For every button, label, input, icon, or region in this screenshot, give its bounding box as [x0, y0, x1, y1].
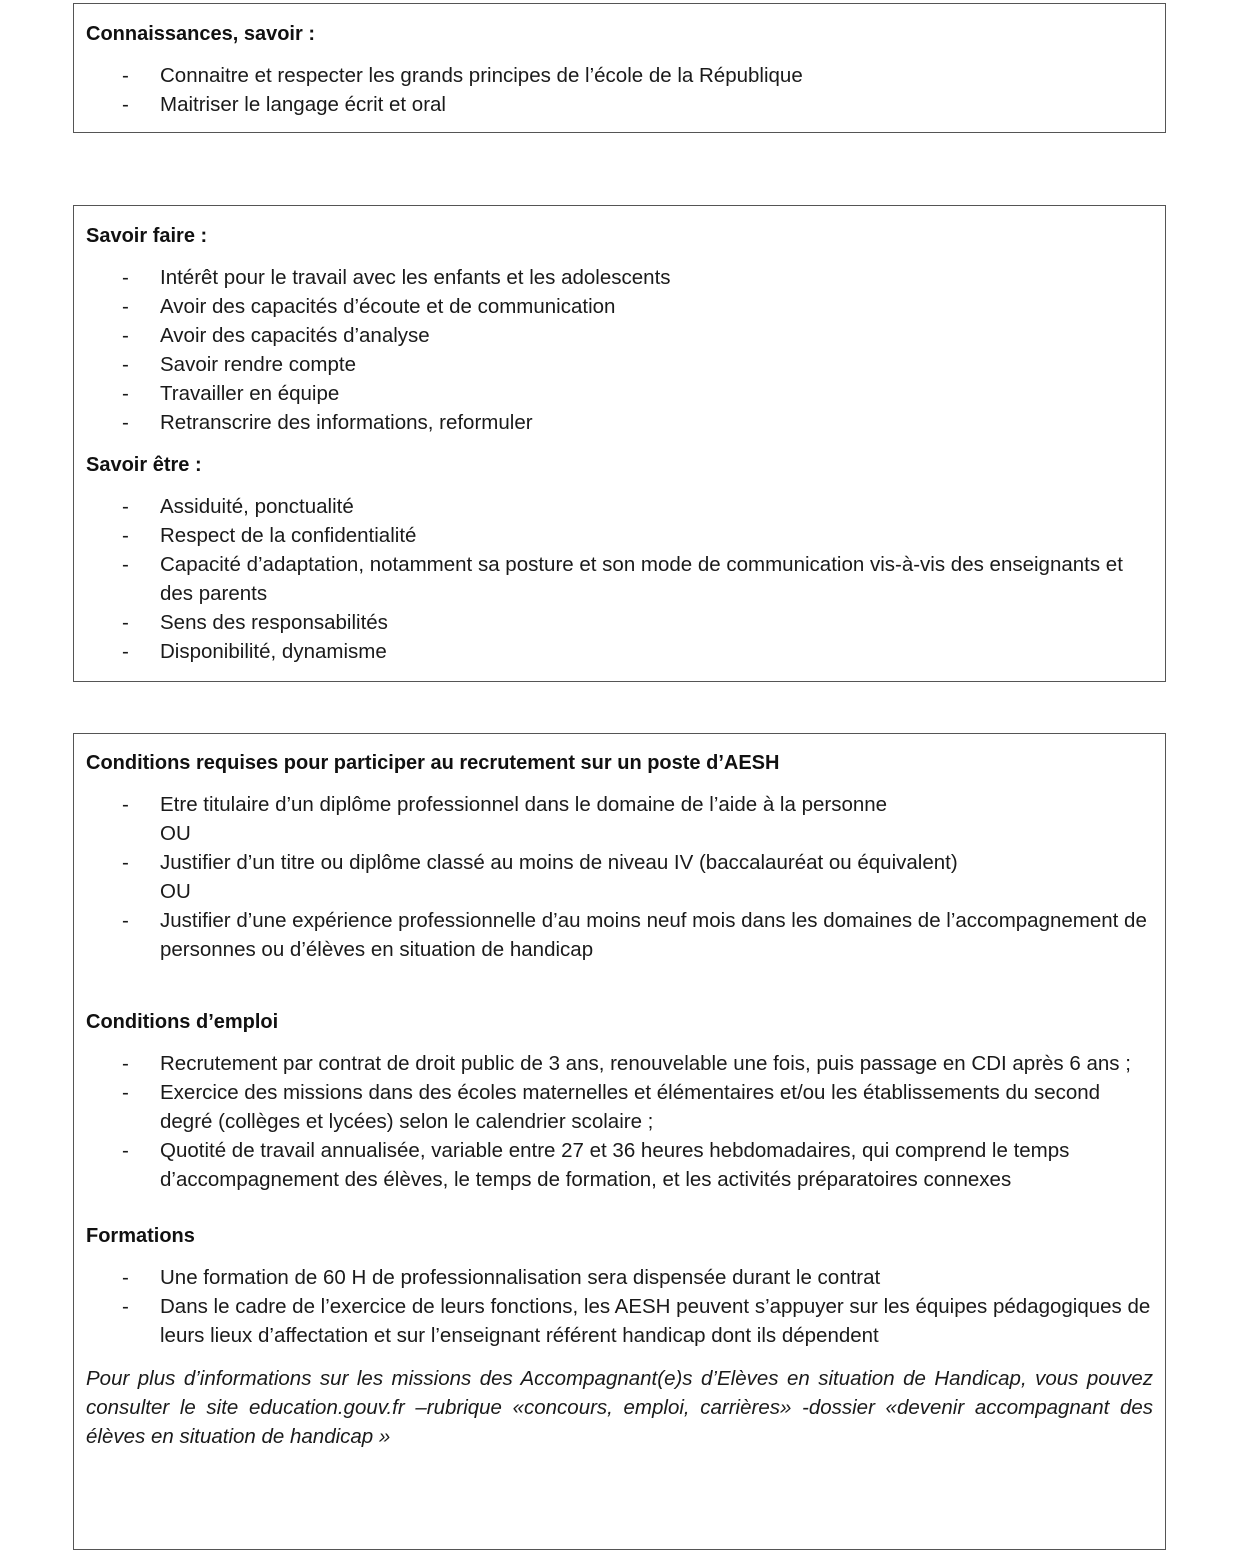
list-item: - Exercice des missions dans des écoles maternelles et élémentaires et/ou les établissements du second degré (collèges et lycées) selon le calendrier scolaire ;	[86, 1078, 1153, 1136]
or-label: OU	[160, 822, 191, 845]
list-item: - Connaitre et respecter les grands principes de l’école de la République	[86, 61, 1153, 90]
list-item: - Justifier d’une expérience professionnelle d’au moins neuf mois dans les domaines de l’accompagnement de personnes ou d’élèves en situation de handicap	[86, 906, 1153, 964]
dash-bullet: -	[122, 524, 129, 547]
dash-bullet: -	[122, 1139, 129, 1162]
dash-bullet: -	[122, 64, 129, 87]
dash-bullet: -	[122, 611, 129, 634]
dash-bullet: -	[122, 295, 129, 318]
list-item: - Intérêt pour le travail avec les enfants et les adolescents	[86, 263, 1153, 292]
info-note: Pour plus d’informations sur les missions des Accompagnant(e)s d’Elèves en situation de Handicap, vous pouvez consulter le site education.gouv.fr –rubrique «concours, emploi, carrières» -dossier «devenir accompagnant des élèves en situation de handicap »	[86, 1367, 1153, 1448]
employment-list	[86, 1049, 1153, 1194]
or-label: OU	[160, 880, 191, 903]
knowledge-heading: Connaissances, savoir :	[86, 23, 315, 45]
list-item: - Maitriser le langage écrit et oral	[86, 90, 1153, 119]
dash-bullet: -	[122, 909, 129, 932]
dash-bullet: -	[122, 495, 129, 518]
list-item: - Etre titulaire d’un diplôme professionnel dans le domaine de l’aide à la personne OU	[86, 790, 1153, 848]
training-heading: Formations	[86, 1225, 195, 1247]
list-item: - Travailler en équipe	[86, 379, 1153, 408]
list-item: - Assiduité, ponctualité	[86, 492, 1153, 521]
dash-bullet: -	[122, 1081, 129, 1104]
list-item: - Dans le cadre de l’exercice de leurs fonctions, les AESH peuvent s’appuyer sur les équipes pédagogiques de leurs lieux d’affectation et sur l’enseignant référent handicap dont ils dépendent	[86, 1292, 1153, 1350]
list-item: - Capacité d’adaptation, notamment sa posture et son mode de communication vis-à-vis des enseignants et des parents	[86, 550, 1153, 608]
list-item: - Avoir des capacités d’analyse	[86, 321, 1153, 350]
list-item: - Sens des responsabilités	[86, 608, 1153, 637]
knowledge-list	[86, 61, 1153, 119]
know-how-list	[86, 263, 1153, 437]
soft-skills-list	[86, 492, 1153, 666]
knowledge-box	[73, 3, 1166, 133]
list-item: - Justifier d’un titre ou diplôme classé au moins de niveau IV (baccalauréat ou équivalent) OU	[86, 848, 1153, 906]
list-item: - Disponibilité, dynamisme	[86, 637, 1153, 666]
list-item: - Une formation de 60 H de professionnalisation sera dispensée durant le contrat	[86, 1263, 1153, 1292]
dash-bullet: -	[122, 382, 129, 405]
dash-bullet: -	[122, 793, 129, 816]
list-item: - Respect de la confidentialité	[86, 521, 1153, 550]
know-how-heading: Savoir faire :	[86, 225, 208, 247]
skills-box	[73, 205, 1166, 682]
requirements-list	[86, 790, 1153, 964]
dash-bullet: -	[122, 411, 129, 434]
soft-skills-heading: Savoir être :	[86, 454, 202, 476]
list-item: - Quotité de travail annualisée, variable entre 27 et 36 heures hebdomadaires, qui comprend le temps d’accompagnement des élèves, le temps de formation, et les activités préparatoires connexes	[86, 1136, 1153, 1194]
list-item: - Recrutement par contrat de droit public de 3 ans, renouvelable une fois, puis passage en CDI après 6 ans ;	[86, 1049, 1153, 1078]
dash-bullet: -	[122, 851, 129, 874]
list-item: - Avoir des capacités d’écoute et de communication	[86, 292, 1153, 321]
dash-bullet: -	[122, 93, 129, 116]
dash-bullet: -	[122, 324, 129, 347]
dash-bullet: -	[122, 640, 129, 663]
list-item: - Retranscrire des informations, reformuler	[86, 408, 1153, 437]
dash-bullet: -	[122, 1052, 129, 1075]
requirements-heading: Conditions requises pour participer au recrutement sur un poste d’AESH	[86, 752, 780, 774]
dash-bullet: -	[122, 266, 129, 289]
dash-bullet: -	[122, 553, 129, 576]
training-list	[86, 1263, 1153, 1350]
employment-heading: Conditions d’emploi	[86, 1011, 279, 1033]
dash-bullet: -	[122, 1295, 129, 1318]
dash-bullet: -	[122, 353, 129, 376]
dash-bullet: -	[122, 1266, 129, 1289]
conditions-box	[73, 733, 1166, 1550]
list-item: - Savoir rendre compte	[86, 350, 1153, 379]
